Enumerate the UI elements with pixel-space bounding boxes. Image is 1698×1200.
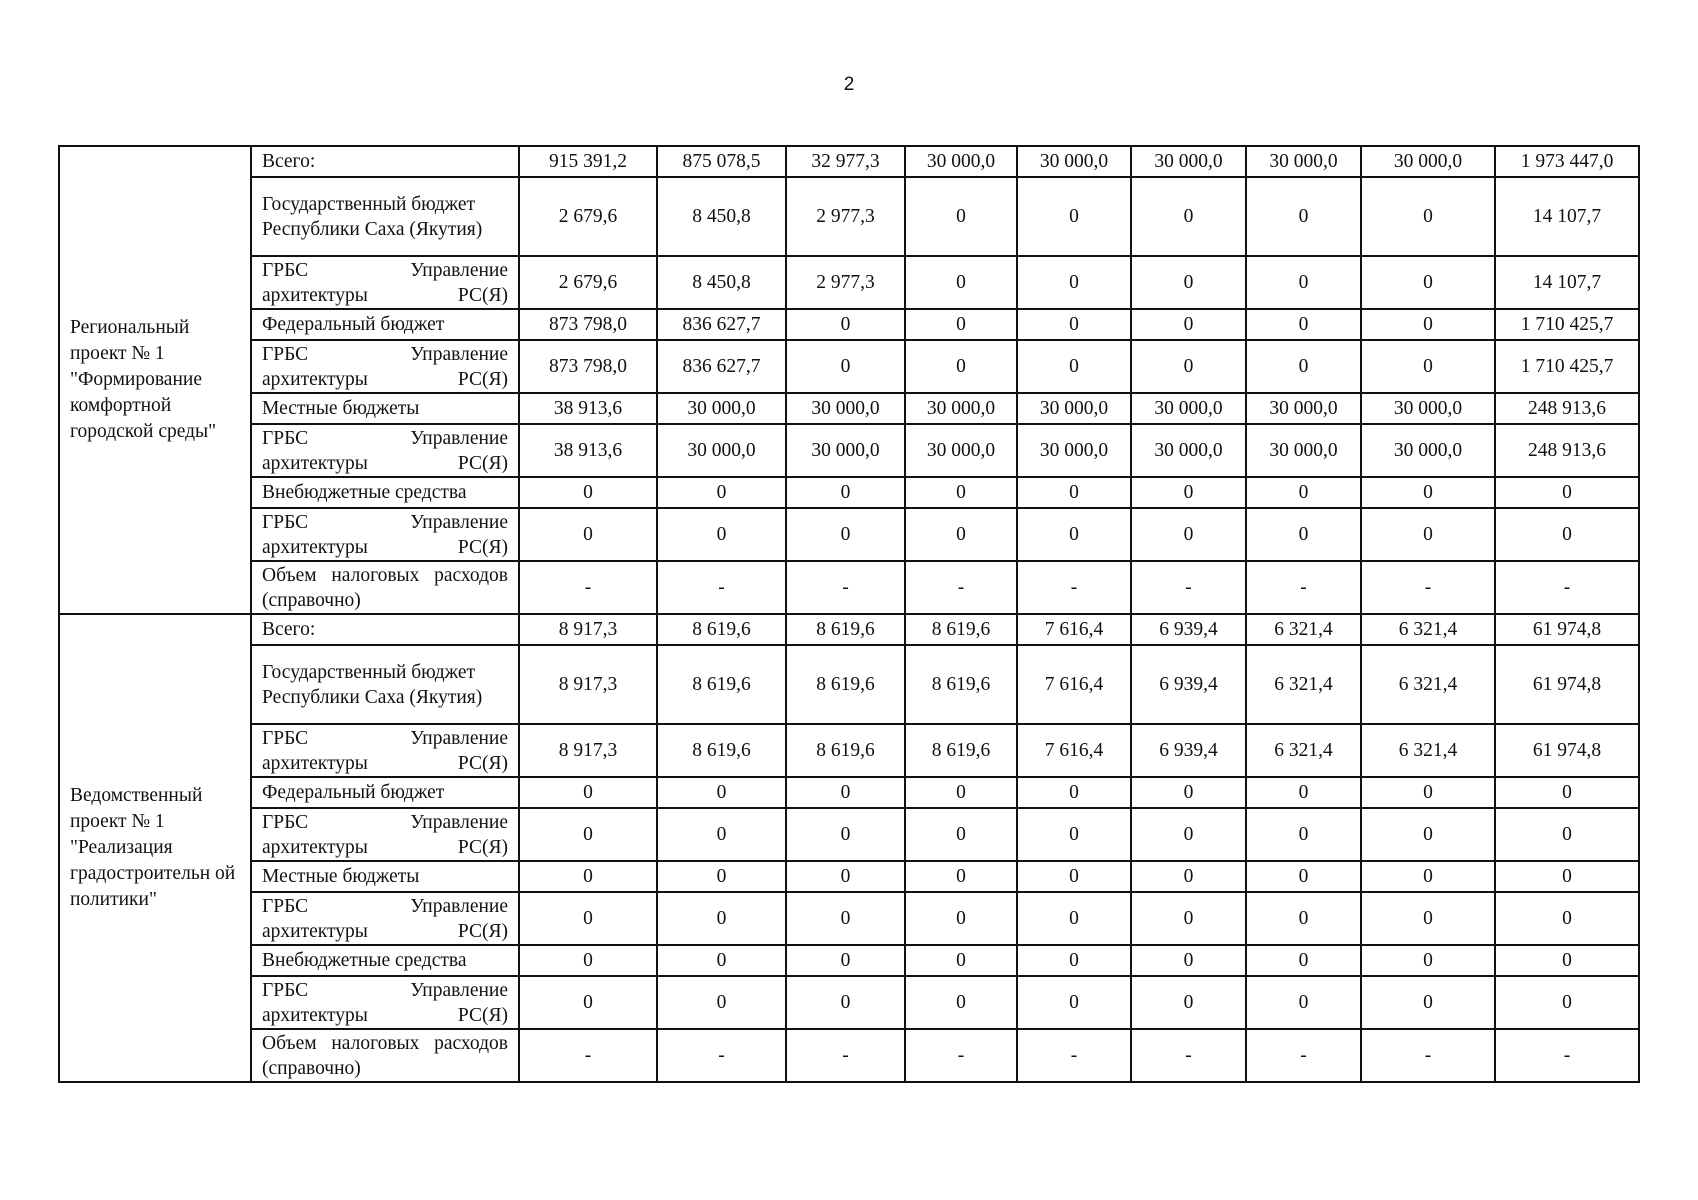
value-cell: 0 — [519, 508, 657, 561]
total-cell: 0 — [1495, 477, 1639, 508]
value-cell: 30 000,0 — [657, 424, 786, 477]
row-label: Государственный бюджет Республики Саха (Якутия) — [251, 177, 519, 256]
value-cell: 0 — [1246, 976, 1361, 1029]
total-cell: 0 — [1495, 976, 1639, 1029]
row-label: ГРБС Управление архитектуры РС(Я) — [251, 256, 519, 309]
value-cell: 0 — [786, 861, 905, 892]
value-cell: 0 — [519, 976, 657, 1029]
value-cell: 0 — [1246, 309, 1361, 340]
row-label: ГРБС Управление архитектуры РС(Я) — [251, 508, 519, 561]
value-cell: 30 000,0 — [657, 393, 786, 424]
value-cell: 0 — [786, 976, 905, 1029]
value-cell: 0 — [1131, 177, 1246, 256]
value-cell: 0 — [1017, 777, 1131, 808]
value-cell: - — [519, 561, 657, 614]
total-cell: 0 — [1495, 508, 1639, 561]
value-cell: 30 000,0 — [1361, 424, 1495, 477]
value-cell: 0 — [1246, 477, 1361, 508]
value-cell: 0 — [1361, 477, 1495, 508]
value-cell: 0 — [1131, 808, 1246, 861]
total-cell: 61 974,8 — [1495, 724, 1639, 777]
value-cell: 0 — [1131, 945, 1246, 976]
value-cell: 0 — [786, 309, 905, 340]
value-cell: 2 977,3 — [786, 177, 905, 256]
value-cell: 8 619,6 — [905, 645, 1017, 724]
value-cell: 0 — [1131, 861, 1246, 892]
value-cell: 6 939,4 — [1131, 645, 1246, 724]
row-label: Внебюджетные средства — [251, 945, 519, 976]
row-label: Всего: — [251, 614, 519, 645]
total-cell: 1 973 447,0 — [1495, 146, 1639, 177]
value-cell: - — [519, 1029, 657, 1082]
value-cell: 0 — [1131, 340, 1246, 393]
table-row — [59, 256, 1639, 309]
table-row — [59, 424, 1639, 477]
value-cell: 38 913,6 — [519, 393, 657, 424]
value-cell: 0 — [1361, 777, 1495, 808]
value-cell: 6 321,4 — [1246, 614, 1361, 645]
total-cell: 61 974,8 — [1495, 614, 1639, 645]
total-cell: 0 — [1495, 861, 1639, 892]
total-cell: 0 — [1495, 945, 1639, 976]
value-cell: - — [1246, 561, 1361, 614]
value-cell: 6 321,4 — [1361, 614, 1495, 645]
value-cell: 873 798,0 — [519, 309, 657, 340]
value-cell: 6 321,4 — [1246, 645, 1361, 724]
value-cell: - — [1246, 1029, 1361, 1082]
value-cell: 0 — [1131, 976, 1246, 1029]
value-cell: 0 — [1361, 177, 1495, 256]
value-cell: 6 939,4 — [1131, 724, 1246, 777]
value-cell: 0 — [1361, 309, 1495, 340]
value-cell: 2 679,6 — [519, 177, 657, 256]
value-cell: 0 — [1131, 256, 1246, 309]
value-cell: 0 — [1131, 892, 1246, 945]
page-number: 2 — [843, 74, 855, 95]
value-cell: 0 — [1246, 861, 1361, 892]
value-cell: 30 000,0 — [1017, 424, 1131, 477]
value-cell: 0 — [786, 508, 905, 561]
value-cell: 8 917,3 — [519, 645, 657, 724]
value-cell: - — [786, 561, 905, 614]
value-cell: 0 — [1131, 777, 1246, 808]
value-cell: 873 798,0 — [519, 340, 657, 393]
row-label: Федеральный бюджет — [251, 309, 519, 340]
total-cell: 14 107,7 — [1495, 177, 1639, 256]
value-cell: 0 — [905, 309, 1017, 340]
table-row — [59, 508, 1639, 561]
value-cell: 38 913,6 — [519, 424, 657, 477]
value-cell: 0 — [519, 945, 657, 976]
value-cell: 6 321,4 — [1246, 724, 1361, 777]
value-cell: 0 — [657, 892, 786, 945]
value-cell: 0 — [1131, 309, 1246, 340]
value-cell: 30 000,0 — [1246, 146, 1361, 177]
table-row — [59, 945, 1639, 976]
value-cell: 8 619,6 — [786, 645, 905, 724]
total-cell: 0 — [1495, 808, 1639, 861]
row-label: Объем налоговых расходов (справочно) — [251, 1029, 519, 1082]
value-cell: 0 — [657, 861, 786, 892]
value-cell: 0 — [1361, 340, 1495, 393]
value-cell: 32 977,3 — [786, 146, 905, 177]
value-cell: - — [905, 561, 1017, 614]
value-cell: - — [1361, 561, 1495, 614]
value-cell: 0 — [657, 976, 786, 1029]
value-cell: 0 — [786, 477, 905, 508]
row-label: ГРБС Управление архитектуры РС(Я) — [251, 808, 519, 861]
value-cell: 30 000,0 — [905, 424, 1017, 477]
value-cell: 0 — [1246, 808, 1361, 861]
table-row — [59, 724, 1639, 777]
value-cell: 0 — [1246, 945, 1361, 976]
value-cell: 0 — [1017, 892, 1131, 945]
value-cell: 0 — [905, 861, 1017, 892]
value-cell: - — [657, 1029, 786, 1082]
project-title: Региональный проект № 1 "Формирование комфортной городской среды" — [59, 146, 251, 614]
value-cell: 6 321,4 — [1361, 724, 1495, 777]
value-cell: 30 000,0 — [1361, 393, 1495, 424]
value-cell: - — [1131, 561, 1246, 614]
total-cell: 0 — [1495, 777, 1639, 808]
value-cell: - — [657, 561, 786, 614]
table-row — [59, 892, 1639, 945]
value-cell: 0 — [1017, 808, 1131, 861]
value-cell: 0 — [1131, 477, 1246, 508]
value-cell: 7 616,4 — [1017, 614, 1131, 645]
value-cell: 0 — [1246, 892, 1361, 945]
row-label: Всего: — [251, 146, 519, 177]
table-row — [59, 777, 1639, 808]
value-cell: 836 627,7 — [657, 309, 786, 340]
row-label: Внебюджетные средства — [251, 477, 519, 508]
row-label: Объем налоговых расходов (справочно) — [251, 561, 519, 614]
value-cell: 0 — [905, 976, 1017, 1029]
project-title: Ведомственный проект № 1 "Реализация градостроительн ой политики" — [59, 614, 251, 1082]
table-row — [59, 861, 1639, 892]
value-cell: 2 679,6 — [519, 256, 657, 309]
value-cell: 0 — [657, 945, 786, 976]
value-cell: 8 619,6 — [657, 645, 786, 724]
value-cell: 0 — [1361, 976, 1495, 1029]
value-cell: 8 450,8 — [657, 256, 786, 309]
value-cell: 0 — [786, 945, 905, 976]
row-label: ГРБС Управление архитектуры РС(Я) — [251, 424, 519, 477]
total-cell: 248 913,6 — [1495, 393, 1639, 424]
value-cell: 6 939,4 — [1131, 614, 1246, 645]
value-cell: 0 — [1361, 256, 1495, 309]
total-cell: 14 107,7 — [1495, 256, 1639, 309]
row-label: Федеральный бюджет — [251, 777, 519, 808]
value-cell: 0 — [657, 477, 786, 508]
value-cell: 0 — [905, 945, 1017, 976]
total-cell: 61 974,8 — [1495, 645, 1639, 724]
total-cell: 248 913,6 — [1495, 424, 1639, 477]
value-cell: 30 000,0 — [1246, 424, 1361, 477]
row-label: ГРБС Управление архитектуры РС(Я) — [251, 976, 519, 1029]
value-cell: 30 000,0 — [1017, 393, 1131, 424]
value-cell: 0 — [905, 892, 1017, 945]
value-cell: 8 619,6 — [657, 724, 786, 777]
row-label: Местные бюджеты — [251, 861, 519, 892]
value-cell: 30 000,0 — [905, 393, 1017, 424]
value-cell: 0 — [905, 177, 1017, 256]
value-cell: 8 917,3 — [519, 614, 657, 645]
row-label: ГРБС Управление архитектуры РС(Я) — [251, 724, 519, 777]
value-cell: 0 — [1017, 309, 1131, 340]
value-cell: 0 — [519, 808, 657, 861]
value-cell: 0 — [905, 777, 1017, 808]
value-cell: 8 917,3 — [519, 724, 657, 777]
value-cell: 0 — [1017, 177, 1131, 256]
value-cell: 0 — [786, 808, 905, 861]
table-row — [59, 393, 1639, 424]
table-row — [59, 645, 1639, 724]
value-cell: 8 619,6 — [786, 724, 905, 777]
row-label: Местные бюджеты — [251, 393, 519, 424]
value-cell: 0 — [905, 808, 1017, 861]
value-cell: 7 616,4 — [1017, 645, 1131, 724]
table-row — [59, 808, 1639, 861]
value-cell: 7 616,4 — [1017, 724, 1131, 777]
value-cell: 30 000,0 — [1017, 146, 1131, 177]
row-label: Государственный бюджет Республики Саха (Якутия) — [251, 645, 519, 724]
value-cell: 30 000,0 — [1361, 146, 1495, 177]
value-cell: 0 — [1246, 256, 1361, 309]
value-cell: 8 450,8 — [657, 177, 786, 256]
table-row — [59, 340, 1639, 393]
value-cell: 30 000,0 — [1246, 393, 1361, 424]
budget-table-body — [59, 146, 1639, 1082]
value-cell: - — [1017, 1029, 1131, 1082]
value-cell: 0 — [905, 340, 1017, 393]
value-cell: 0 — [1017, 508, 1131, 561]
value-cell: 0 — [657, 777, 786, 808]
value-cell: 0 — [1246, 340, 1361, 393]
value-cell: - — [1361, 1029, 1495, 1082]
value-cell: 0 — [905, 508, 1017, 561]
value-cell: 30 000,0 — [786, 393, 905, 424]
value-cell: - — [905, 1029, 1017, 1082]
value-cell: 0 — [1017, 256, 1131, 309]
value-cell: 0 — [1017, 861, 1131, 892]
value-cell: 0 — [657, 508, 786, 561]
value-cell: 0 — [1361, 861, 1495, 892]
value-cell: 30 000,0 — [1131, 146, 1246, 177]
total-cell: - — [1495, 561, 1639, 614]
value-cell: 0 — [905, 256, 1017, 309]
value-cell: 0 — [1361, 808, 1495, 861]
value-cell: 0 — [786, 892, 905, 945]
value-cell: 836 627,7 — [657, 340, 786, 393]
value-cell: 8 619,6 — [905, 724, 1017, 777]
value-cell: 0 — [1246, 777, 1361, 808]
total-cell: 1 710 425,7 — [1495, 340, 1639, 393]
row-label: ГРБС Управление архитектуры РС(Я) — [251, 892, 519, 945]
total-cell: 1 710 425,7 — [1495, 309, 1639, 340]
value-cell: 0 — [519, 477, 657, 508]
value-cell: 0 — [1017, 976, 1131, 1029]
value-cell: 0 — [786, 777, 905, 808]
value-cell: 2 977,3 — [786, 256, 905, 309]
value-cell: 0 — [1017, 945, 1131, 976]
budget-table — [58, 145, 1640, 1083]
value-cell: 0 — [1361, 892, 1495, 945]
table-row — [59, 976, 1639, 1029]
value-cell: 0 — [1361, 945, 1495, 976]
row-label: ГРБС Управление архитектуры РС(Я) — [251, 340, 519, 393]
value-cell: 0 — [519, 892, 657, 945]
table-row — [59, 477, 1639, 508]
table-row — [59, 309, 1639, 340]
value-cell: 0 — [1361, 508, 1495, 561]
value-cell: 0 — [1017, 477, 1131, 508]
value-cell: 6 321,4 — [1361, 645, 1495, 724]
value-cell: 915 391,2 — [519, 146, 657, 177]
value-cell: 30 000,0 — [1131, 424, 1246, 477]
value-cell: 8 619,6 — [786, 614, 905, 645]
value-cell: - — [786, 1029, 905, 1082]
table-row — [59, 1029, 1639, 1082]
value-cell: 0 — [519, 861, 657, 892]
total-cell: - — [1495, 1029, 1639, 1082]
table-row — [59, 614, 1639, 645]
value-cell: 0 — [786, 340, 905, 393]
total-cell: 0 — [1495, 892, 1639, 945]
value-cell: 0 — [519, 777, 657, 808]
value-cell: - — [1017, 561, 1131, 614]
table-row — [59, 146, 1639, 177]
value-cell: 30 000,0 — [1131, 393, 1246, 424]
value-cell: - — [1131, 1029, 1246, 1082]
value-cell: 0 — [1017, 340, 1131, 393]
value-cell: 0 — [657, 808, 786, 861]
value-cell: 0 — [1246, 508, 1361, 561]
value-cell: 0 — [1246, 177, 1361, 256]
value-cell: 0 — [905, 477, 1017, 508]
value-cell: 0 — [1131, 508, 1246, 561]
value-cell: 8 619,6 — [657, 614, 786, 645]
value-cell: 30 000,0 — [905, 146, 1017, 177]
table-row — [59, 561, 1639, 614]
value-cell: 30 000,0 — [786, 424, 905, 477]
value-cell: 875 078,5 — [657, 146, 786, 177]
table-row — [59, 177, 1639, 256]
value-cell: 8 619,6 — [905, 614, 1017, 645]
